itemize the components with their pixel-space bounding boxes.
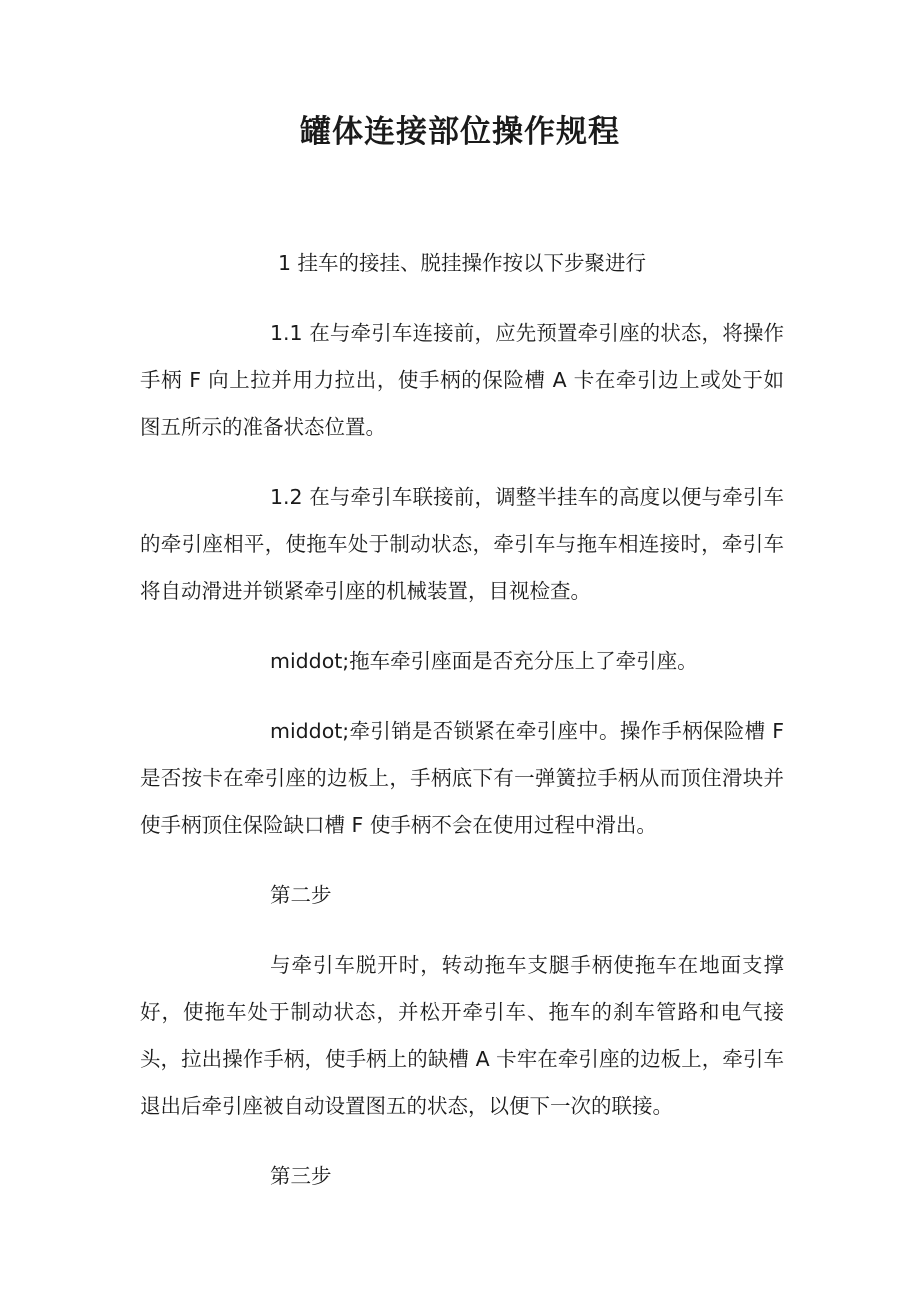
step-three-heading: 第三步	[270, 1164, 332, 1188]
paragraph-1-2: 1.2 在与牵引车联接前，调整半挂车的高度以便与牵引车的牵引座相平，使拖车处于制动状态，牵引车与拖车相连接时，牵引车将自动滑进并锁紧牵引座的机械装置，目视检查。	[140, 485, 784, 603]
step-two-paragraph: 与牵引车脱开时，转动拖车支腿手柄使拖车在地面支撑好，使拖车处于制动状态，并松开牵引车、拖车的刹车管路和电气接头，拉出操作手柄，使手柄上的缺槽 A 卡牢在牵引座的边板上，牵引车退出后牵引座被自动设置图五的状态，以便下一次的联接。	[140, 953, 784, 1118]
document-title: 罐体连接部位操作规程	[300, 114, 620, 150]
check-item-1: middot;拖车牵引座面是否充分压上了牵引座。	[270, 649, 698, 673]
section-heading: 1 挂车的接挂、脱挂操作按以下步聚进行	[277, 251, 647, 275]
paragraph-1-1: 1.1 在与牵引车连接前，应先预置牵引座的状态，将操作手柄 F 向上拉并用力拉出，使手柄的保险槽 A 卡在牵引边上或处于如图五所示的准备状态位置。	[140, 321, 784, 439]
document-body	[140, 240, 784, 1223]
check-item-2: middot;牵引销是否锁紧在牵引座中。操作手柄保险槽 F 是否按卡在牵引座的边板上，手柄底下有一弹簧拉手柄从而顶住滑块并使手柄顶住保险缺口槽 F 使手柄不会在使用过程中滑出。	[140, 719, 784, 837]
step-two-heading: 第二步	[270, 883, 332, 907]
